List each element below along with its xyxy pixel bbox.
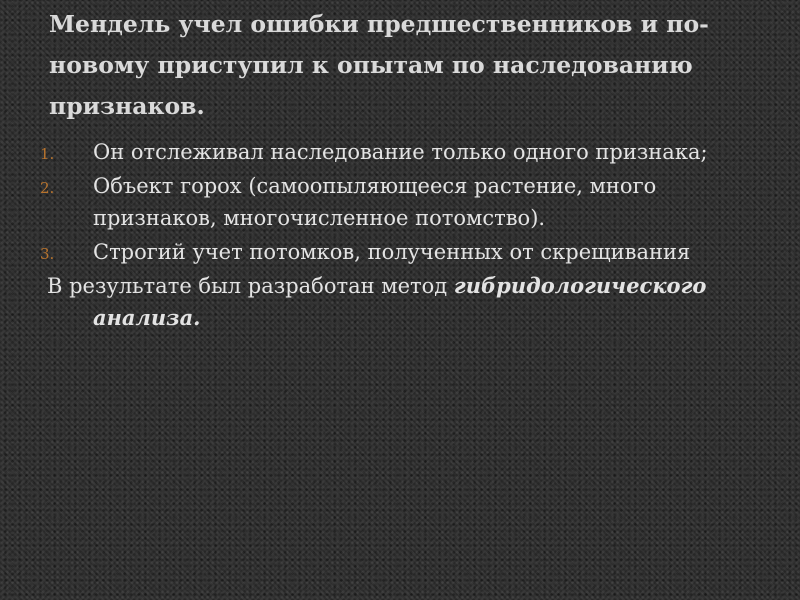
conclusion-paragraph xyxy=(40,270,760,334)
slide-body xyxy=(40,136,760,334)
conclusion-emphasis: гибридологического анализа. xyxy=(93,273,707,330)
list-number: 3. xyxy=(40,245,55,263)
list-item xyxy=(40,236,760,268)
conclusion-text: В результате был разработан метод xyxy=(47,274,448,298)
list-item xyxy=(40,170,760,234)
list-item-text: Он отслеживал наследование только одного признака; xyxy=(93,140,708,164)
list-number: 1. xyxy=(40,145,55,163)
slide-title: Мендель учел ошибки предшественников и по-новому приступил к опытам по наследованию признаков. xyxy=(49,10,709,120)
list-item-text: Объект горох (самоопыляющееся растение, много признаков, многочисленное потомство). xyxy=(93,174,657,230)
list-number: 2. xyxy=(40,179,55,197)
list-item xyxy=(40,136,760,168)
list-item-text: Строгий учет потомков, полученных от скрещивания xyxy=(93,240,691,264)
numbered-list xyxy=(40,136,760,268)
